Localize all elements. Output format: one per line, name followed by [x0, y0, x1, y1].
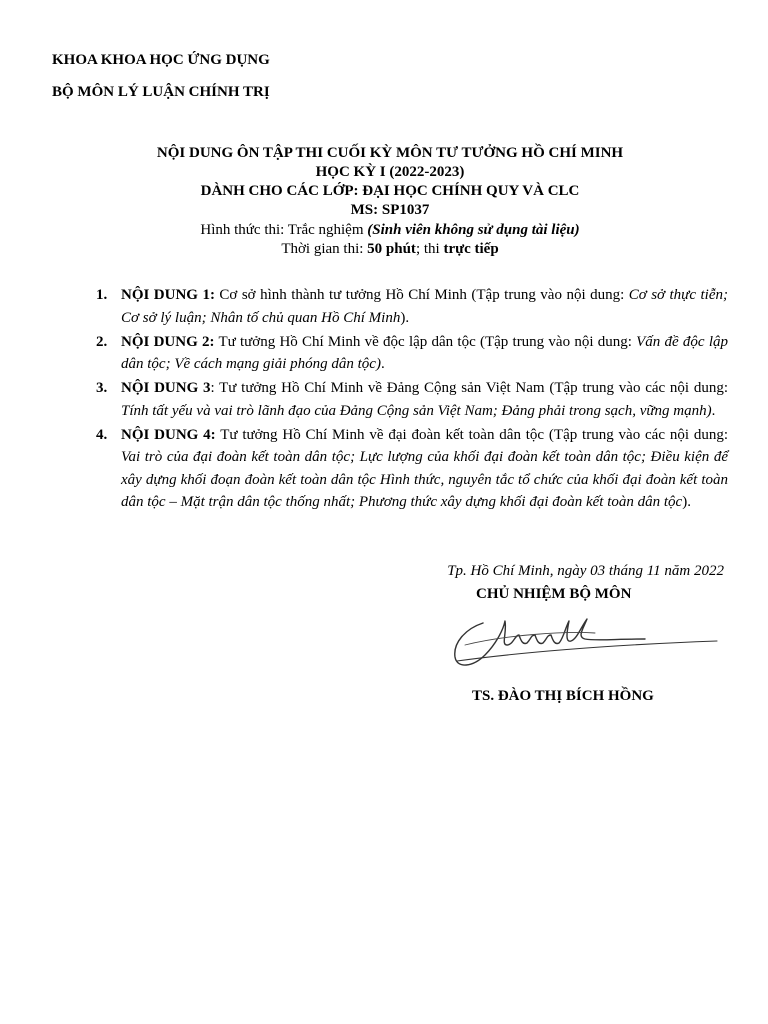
item-label: NỘI DUNG 2 [121, 333, 210, 350]
list-item [96, 331, 728, 376]
exam-time-mid: ; thi [415, 241, 444, 257]
item-text: Cơ sở hình thành tư tưởng Hồ Chí Minh (Tập trung vào nội dung: [214, 287, 629, 303]
item-text: Tư tưởng Hồ Chí Minh về Đảng Cộng sản Việt Nam (Tập trung vào các nội dung: [214, 380, 728, 396]
list-item [96, 377, 728, 422]
signer-role: CHỦ NHIỆM BỘ MÔN [476, 586, 632, 602]
semester-line: HỌC KỲ I (2022-2023) [315, 164, 465, 180]
exam-time-line [0, 241, 768, 258]
item-end: ). [682, 494, 691, 510]
item-separator: : [209, 333, 215, 350]
item-label: NỘI DUNG 1 [121, 287, 210, 303]
item-separator: : [210, 426, 216, 443]
exam-time-prefix: Thời gian thi: [281, 241, 368, 257]
document-title: NỘI DUNG ÔN TẬP THI CUỐI KỲ MÔN TƯ TƯỞNG HỒ CHÍ MINH [156, 145, 624, 161]
item-separator: : [209, 287, 215, 303]
exam-format-line [0, 222, 768, 239]
item-focus: Tính tất yếu và vai trò lãnh đạo của Đảng Cộng sản Việt Nam; Đảng phải trong sạch, vững mạnh) [121, 402, 712, 419]
department-name: BỘ MÔN LÝ LUẬN CHÍNH TRỊ [52, 84, 270, 100]
item-focus: Cơ sở thực tiễn; Cơ sở lý luận; Nhân tố chủ quan Hồ Chí Minh [121, 287, 728, 326]
item-focus: Vai trò của đại đoàn kết toàn dân tộc; Lực lượng của khối đại đoàn kết toàn dân tộc; Điều kiện để xây dựng khối đoạn đoàn kết toàn dân tộc Hình thức, nguyên tắc tổ chức của khối đại đoàn kết toàn dân tộc – Mặt trận dân tộc thống nhất; Phương thức xây dựng khối đại đoàn kết toàn dân tộc [121, 449, 728, 510]
signer-name: TS. ĐÀO THỊ BÍCH HỒNG [472, 688, 654, 704]
item-separator: : [210, 380, 215, 396]
exam-time-value: 50 phút [367, 241, 416, 257]
item-text: Tư tưởng Hồ Chí Minh về đại đoàn kết toàn dân tộc (Tập trung vào các nội dung: [215, 426, 728, 443]
item-number: 4. [96, 426, 108, 443]
item-end: ). [400, 309, 410, 326]
item-focus: Vấn đề độc lập dân tộc; Về cách mạng giải phóng dân tộc) [121, 333, 728, 372]
exam-format-prefix: Hình thức thi: Trắc nghiệm [200, 222, 368, 238]
item-label: NỘI DUNG 4 [121, 426, 211, 443]
item-end: . [711, 402, 716, 419]
place-date: Tp. Hồ Chí Minh, ngày 03 tháng 11 năm 2022 [447, 563, 724, 579]
item-number: 3. [96, 380, 108, 396]
item-number: 1. [96, 287, 108, 303]
faculty-name: KHOA KHOA HỌC ỨNG DỤNG [52, 52, 270, 68]
class-line: DÀNH CHO CÁC LỚP: ĐẠI HỌC CHÍNH QUY VÀ CLC [200, 183, 580, 199]
list-item [96, 424, 728, 514]
list-item [96, 284, 728, 329]
handwritten-signature [445, 605, 725, 685]
item-end: . [380, 356, 385, 372]
item-number: 2. [96, 333, 108, 350]
item-text: Tư tưởng Hồ Chí Minh về độc lập dân tộc (Tập trung vào nội dung: [214, 333, 637, 350]
exam-time-mode: trực tiếp [443, 241, 499, 257]
exam-format-note: (Sinh viên không sử dụng tài liệu) [367, 222, 580, 238]
item-label: NỘI DUNG 3 [121, 380, 211, 396]
content-list [96, 284, 728, 515]
course-code: MS: SP1037 [350, 202, 430, 218]
